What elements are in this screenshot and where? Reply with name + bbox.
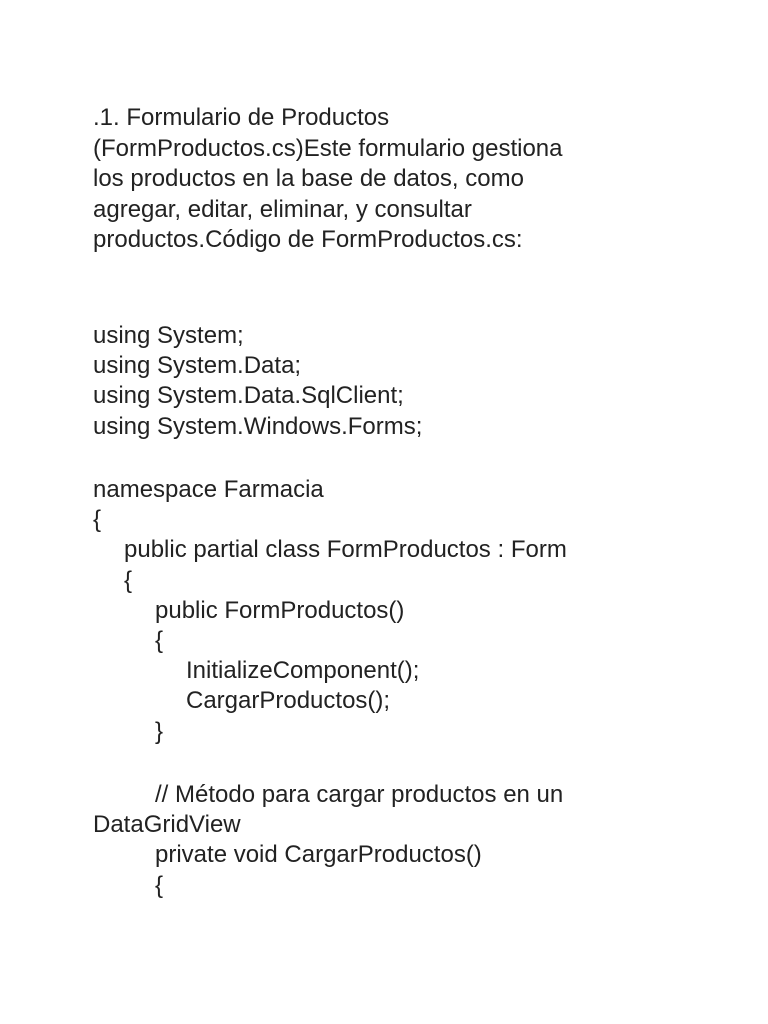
method-block — [93, 780, 713, 901]
intro-paragraph — [93, 103, 693, 256]
intro-line-2: (FormProductos.cs)Este formulario gestiona — [93, 134, 563, 162]
using-system-data: using System.Data; — [93, 352, 302, 380]
intro-line-1: .1. Formulario de Productos — [93, 104, 390, 131]
cargar-call: CargarProductos(); — [186, 687, 391, 715]
using-system: using System; — [93, 322, 244, 349]
class-declaration: public partial class FormProductos : Form — [124, 536, 567, 564]
open-brace-constructor: { — [155, 626, 164, 654]
initialize-call: InitializeComponent(); — [186, 657, 420, 685]
constructor-declaration: public FormProductos() — [155, 596, 405, 624]
intro-line-4: agregar, editar, eliminar, y consultar — [93, 195, 472, 223]
using-windows-forms: using System.Windows.Forms; — [93, 412, 423, 440]
close-brace-constructor: } — [155, 717, 164, 745]
using-sqlclient: using System.Data.SqlClient; — [93, 382, 404, 410]
method-comment-wrap: DataGridView — [93, 811, 241, 839]
using-block — [93, 321, 713, 442]
open-brace-namespace: { — [93, 506, 102, 534]
method-comment: // Método para cargar productos en un — [155, 781, 564, 808]
open-brace-method: { — [155, 871, 164, 899]
method-declaration: private void CargarProductos() — [155, 841, 482, 869]
intro-line-3: los productos en la base de datos, como — [93, 165, 524, 192]
namespace-line: namespace Farmacia — [93, 476, 324, 503]
intro-line-5: productos.Código de FormProductos.cs: — [93, 226, 523, 253]
open-brace-class: { — [124, 566, 133, 594]
namespace-block — [93, 475, 713, 747]
